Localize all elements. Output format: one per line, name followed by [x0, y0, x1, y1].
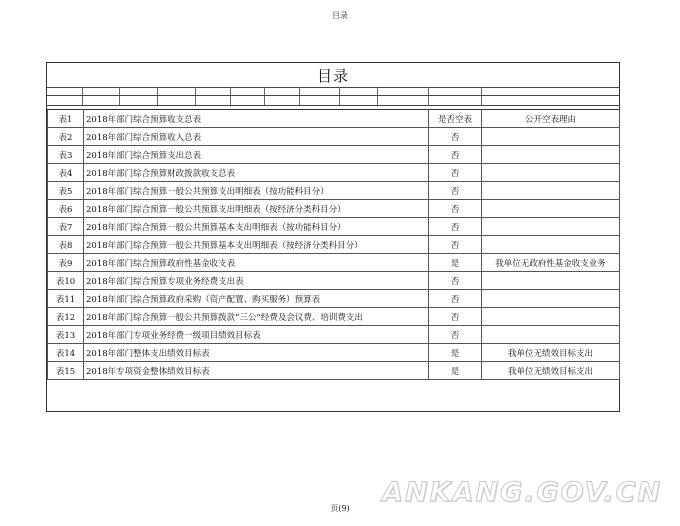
table-row — [48, 218, 620, 236]
blank-cell — [300, 87, 340, 95]
table-row — [48, 272, 620, 290]
is-empty-cell: 否 — [429, 308, 482, 326]
page-header: 目录 — [332, 11, 348, 20]
table-row — [48, 308, 620, 326]
table-number-cell: 表13 — [48, 326, 84, 344]
blank-cell — [47, 96, 83, 105]
blank-cell — [120, 87, 158, 95]
table-row — [48, 344, 620, 362]
table-row — [48, 290, 620, 308]
blank-cell — [482, 87, 619, 95]
is-empty-cell: 否 — [429, 164, 482, 182]
blank-cell — [83, 96, 121, 105]
table-row — [48, 236, 620, 254]
is-empty-cell: 是 — [429, 254, 482, 272]
table-number-cell: 表9 — [48, 254, 84, 272]
table-number-cell: 表5 — [48, 182, 84, 200]
table-name-cell: 2018年部门综合预算一般公共预算基本支出明细表（按经济分类科目分） — [84, 236, 429, 254]
reason-cell — [482, 308, 620, 326]
table-number-cell: 表7 — [48, 218, 84, 236]
is-empty-cell: 否 — [429, 182, 482, 200]
table-row — [48, 146, 620, 164]
table-name-cell: 2018年部门专项业务经费一级项目绩效目标表 — [84, 326, 429, 344]
table-number-cell: 表10 — [48, 272, 84, 290]
is-empty-cell: 否 — [429, 218, 482, 236]
table-number-cell: 表2 — [48, 128, 84, 146]
sheet-title: 目录 — [47, 63, 619, 88]
table-row — [48, 164, 620, 182]
table-number-cell: 表12 — [48, 308, 84, 326]
blank-cell — [158, 87, 196, 95]
table-row — [48, 254, 620, 272]
blank-cell — [196, 96, 231, 105]
reason-cell — [482, 146, 620, 164]
is-empty-cell: 是 — [429, 362, 482, 380]
blank-cell — [300, 96, 340, 105]
blank-cell — [378, 87, 430, 95]
table-number-cell: 表3 — [48, 146, 84, 164]
blank-cell — [340, 87, 378, 95]
page-number: 页(9) — [330, 504, 350, 513]
blank-cell — [158, 96, 196, 105]
table-name-cell: 2018年部门综合预算一般公共预算支出明细表（按功能科目分） — [84, 182, 429, 200]
table-name-cell: 2018年部门综合预算一般公共预算支出明细表（按经济分类科目分） — [84, 200, 429, 218]
table-name-cell: 2018年专项资金整体绩效目标表 — [84, 362, 429, 380]
table-number-cell: 表4 — [48, 164, 84, 182]
blank-grid-row — [47, 87, 619, 96]
blank-cell — [120, 96, 158, 105]
reason-cell: 我单位无政府性基金收支业务 — [482, 254, 620, 272]
table-name-cell: 2018年部门综合预算政府采购（资产配置、购买服务）预算表 — [84, 290, 429, 308]
blank-cell — [47, 87, 83, 95]
is-empty-cell: 否 — [429, 128, 482, 146]
table-number-cell: 表11 — [48, 290, 84, 308]
blank-cell — [265, 96, 300, 105]
toc-table — [47, 109, 620, 380]
blank-cell — [429, 87, 482, 95]
is-empty-cell: 是 — [429, 344, 482, 362]
column-header-reason: 公开空表理由 — [482, 110, 620, 128]
blank-cell — [196, 87, 231, 95]
table-row — [48, 200, 620, 218]
table-header-row — [48, 110, 620, 128]
reason-cell: 我单位无绩效目标支出 — [482, 362, 620, 380]
is-empty-cell: 否 — [429, 146, 482, 164]
blank-cell — [482, 96, 619, 105]
table-name-cell: 2018年部门综合预算收入总表 — [84, 128, 429, 146]
blank-cell — [83, 87, 121, 95]
reason-cell — [482, 236, 620, 254]
column-header-is-empty: 是否空表 — [429, 110, 482, 128]
table-row — [48, 326, 620, 344]
table-number-cell: 表6 — [48, 200, 84, 218]
blank-cell — [231, 96, 266, 105]
watermark-logo: ANKANG.GOV.CN — [382, 477, 662, 508]
table-name-cell: 2018年部门综合预算政府性基金收支表 — [84, 254, 429, 272]
reason-cell: 我单位无绩效目标支出 — [482, 344, 620, 362]
table-name-cell: 2018年部门综合预算收支总表 — [84, 110, 429, 128]
table-row — [48, 362, 620, 380]
blank-cell — [231, 87, 266, 95]
table-name-cell: 2018年部门整体支出绩效目标表 — [84, 344, 429, 362]
table-row — [48, 128, 620, 146]
is-empty-cell: 否 — [429, 200, 482, 218]
reason-cell — [482, 272, 620, 290]
blank-cell — [378, 96, 430, 105]
table-name-cell: 2018年部门综合预算一般公共预算基本支出明细表（按功能科目分） — [84, 218, 429, 236]
is-empty-cell: 否 — [429, 326, 482, 344]
blank-cell — [429, 96, 482, 105]
table-number-cell: 表15 — [48, 362, 84, 380]
table-name-cell: 2018年部门综合预算财政拨款收支总表 — [84, 164, 429, 182]
table-name-cell: 2018年部门综合预算支出总表 — [84, 146, 429, 164]
is-empty-cell: 否 — [429, 236, 482, 254]
reason-cell — [482, 200, 620, 218]
reason-cell — [482, 164, 620, 182]
blank-cell — [265, 87, 300, 95]
table-number-cell: 表14 — [48, 344, 84, 362]
table-number-cell: 表1 — [48, 110, 84, 128]
blank-grid-row — [47, 96, 619, 106]
is-empty-cell: 否 — [429, 290, 482, 308]
reason-cell — [482, 218, 620, 236]
is-empty-cell: 否 — [429, 272, 482, 290]
reason-cell — [482, 326, 620, 344]
table-number-cell: 表8 — [48, 236, 84, 254]
toc-sheet — [46, 62, 620, 412]
blank-cell — [340, 96, 378, 105]
table-name-cell: 2018年部门综合预算专项业务经费支出表 — [84, 272, 429, 290]
reason-cell — [482, 290, 620, 308]
table-row — [48, 182, 620, 200]
table-name-cell: 2018年部门综合预算一般公共预算拨款“三公”经费及会议费、培训费支出 — [84, 308, 429, 326]
reason-cell — [482, 128, 620, 146]
reason-cell — [482, 182, 620, 200]
